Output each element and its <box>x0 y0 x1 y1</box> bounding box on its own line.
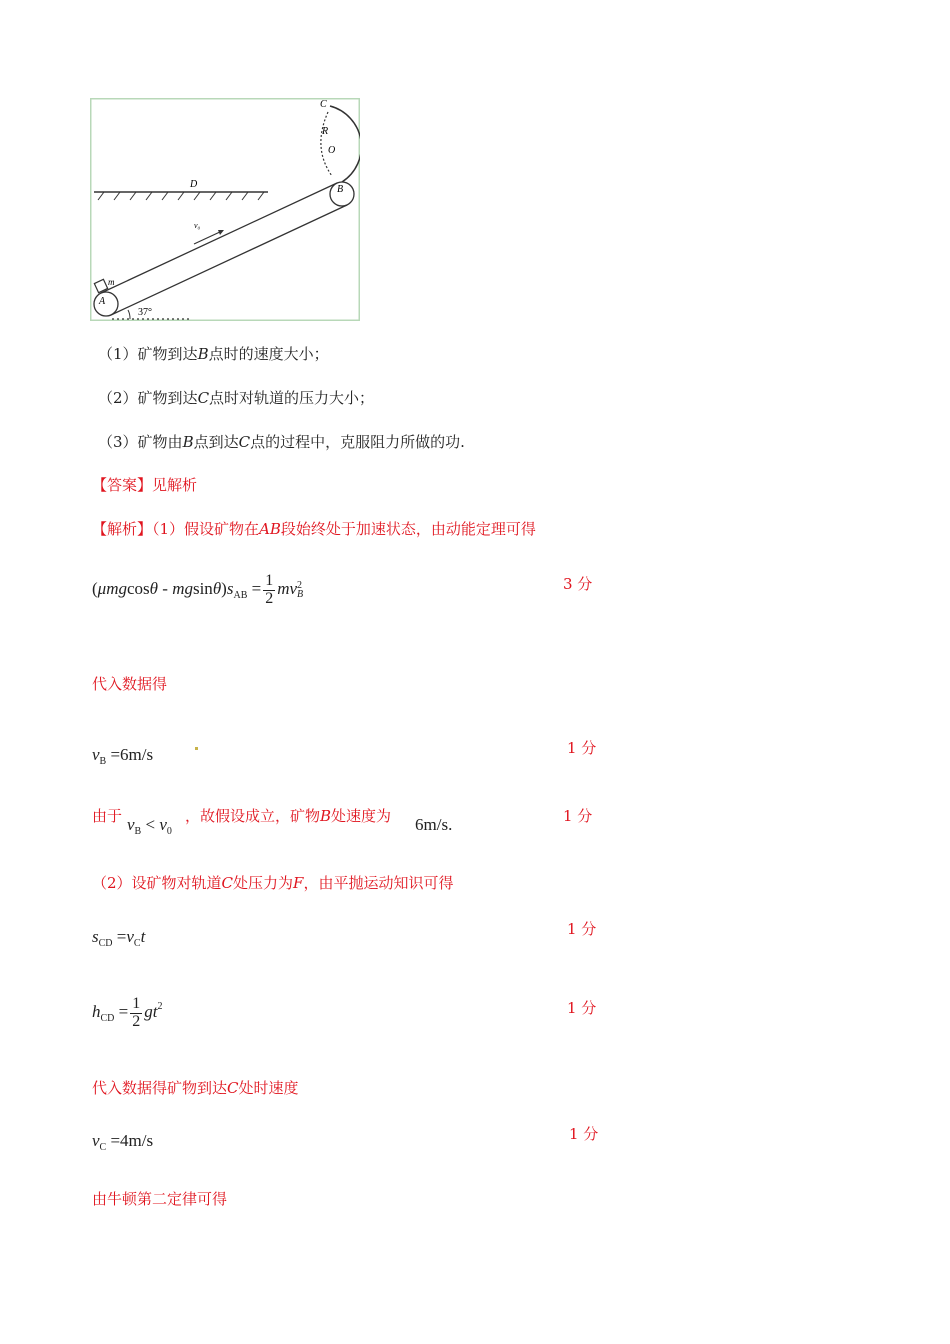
equation-vb: $v_B =6m/s$ <box>92 745 154 767</box>
physics-diagram <box>90 98 360 321</box>
equation-energy: $(\mu mgcos\theta - mgsin\theta)s_{AB}$ = $\frac{1}{2}$ mv 2 B <box>92 572 304 607</box>
since-line: 由于 <box>92 807 123 825</box>
since-line-continued: ，故假设成立，矿物B处速度为 <box>185 807 392 825</box>
question-2: （2）矿物到达C点时对轨道的压力大小； <box>98 389 375 407</box>
question-3: （3）矿物由B点到达C点的过程中，克服阻力所做的功. <box>98 433 465 451</box>
vb-less-v0: $v_B < v_0$ <box>127 815 172 837</box>
score-eq2: 1 分 <box>567 739 597 757</box>
stray-dot <box>195 747 198 750</box>
score-since: 1 分 <box>563 807 593 825</box>
score-eq3: 1 分 <box>567 920 597 938</box>
score-eq5: 1 分 <box>569 1125 599 1143</box>
substitute-text: 代入数据得 <box>92 675 168 693</box>
question-1: （1）矿物到达B点时的速度大小； <box>98 345 329 363</box>
score-eq4: 1 分 <box>567 999 597 1017</box>
equation-scd: $s_{CD} =v_Ct$ <box>92 927 146 949</box>
label-O: O <box>328 145 336 156</box>
label-A: A <box>99 296 106 307</box>
score-eq1: 3 分 <box>563 575 593 593</box>
label-angle: 37° <box>138 307 152 318</box>
equation-vc: $v_C =4m/s$ <box>92 1131 154 1153</box>
since-value: 6m/s. <box>415 815 453 834</box>
label-B: B <box>337 184 344 195</box>
equation-hcd: $h_{CD}$ = $\frac{1}{2}$ $gt^2$ <box>92 995 163 1030</box>
label-D: D <box>190 179 198 190</box>
label-C: C <box>320 99 327 110</box>
newton-text: 由牛顿第二定律可得 <box>92 1190 228 1208</box>
answer-line: 【答案】见解析 <box>92 476 198 494</box>
part2-intro: （2）设矿物对轨道C处压力为F，由平抛运动知识可得 <box>92 874 454 892</box>
label-v0: v₀ <box>194 221 201 230</box>
label-m: m <box>108 277 115 287</box>
label-R: R <box>322 126 329 137</box>
analysis-line: 【解析】（1）假设矿物在AB段始终处于加速状态，由动能定理可得 <box>92 520 536 538</box>
substitute-text-2: 代入数据得矿物到达C处时速度 <box>92 1079 299 1097</box>
